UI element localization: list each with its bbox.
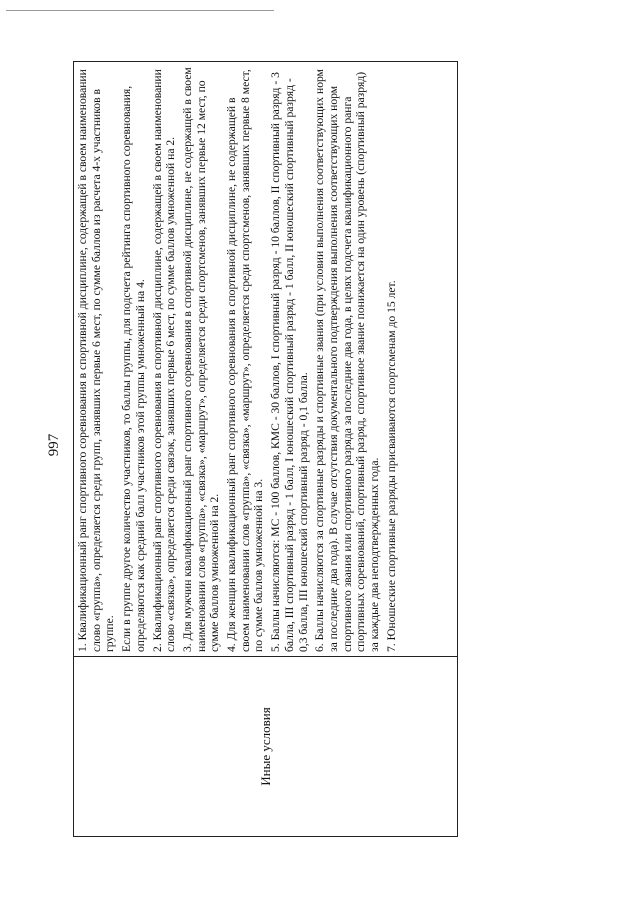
paragraph-1-note: Если в группе другое количество участников, то баллы группы, для подсчета рейтинга спортивного соревнования, определяются как средний балл участников этой группы умноженный на 4. [120,85,147,652]
page-number: 997 [46,433,62,457]
paragraph-7: 7. Юношеские спортивные разряды присваиваются спортсменам до 15 лет. [384,280,398,652]
paragraph-2: 2. Квалификационный ранг спортивного соревнования в спортивной дисциплине, содержащей в своем наименовании слово «связка», определяется среди связок, занявших первые 6 мест, по сумме баллов умноженной на 2. [150,69,178,652]
content-cell [74,62,457,656]
paragraph-5: 5. Баллы начисляются: МС - 100 баллов, КМС - 30 баллов, I спортивный разряд - 10 баллов, II спортивный разряд - 3 балла, III спортивный разряд - 1 балл, I юношеский спортивный разряд - 1 балл, II юношеский спортивный разряд - 0,3 балла, III юношеский спортивный разряд - 0,1 балла. [269,72,310,652]
row-label: Иные условия [257,707,273,786]
paragraph-6: 6. Баллы начисляются за спортивные разряды и спортивные звания (при условии выполнения соответствующих норм за последние два года). В случае отсутствия документального подтверждения выполнения соответствующих норм спортивного звания или спортивного разряда за последние два года, в целях подсчета квалификационного ранга спортивных соревнований, спортивный разряд, спортивное звание понижается на один уровень (спортивный разряд) за каждые два неподтвержденных года. [313,69,382,652]
conditions-table [73,61,458,837]
paragraph-3: 3. Для мужчин квалификационный ранг спортивного соревнования в спортивной дисциплине, не содержащей в своем наименовании слов «группа», «связка», «маршрут», определяется среди спортсменов, занявших первые 12 мест, по сумме баллов умноженной на 2. [180,67,222,652]
top-rule [6,10,274,11]
paragraph-1: 1. Квалификационный ранг спортивного соревнования в спортивной дисциплине, содержащей в своем наименовании слово «группа», определяется среди групп, занявших первые 6 мест, по сумме баллов из расчета 4-х участников в группе. [76,69,117,652]
rotated-page [46,45,472,845]
paragraph-4: 4. Для женщин квалификационный ранг спортивного соревнования в спортивной дисциплине, не содержащей в своем наименовании слов «группа», «связка», «маршрут», определяется среди спортсменов, занявших первые 8 мест, по сумме баллов умноженной на 3. [225,69,266,652]
label-cell [74,656,457,836]
